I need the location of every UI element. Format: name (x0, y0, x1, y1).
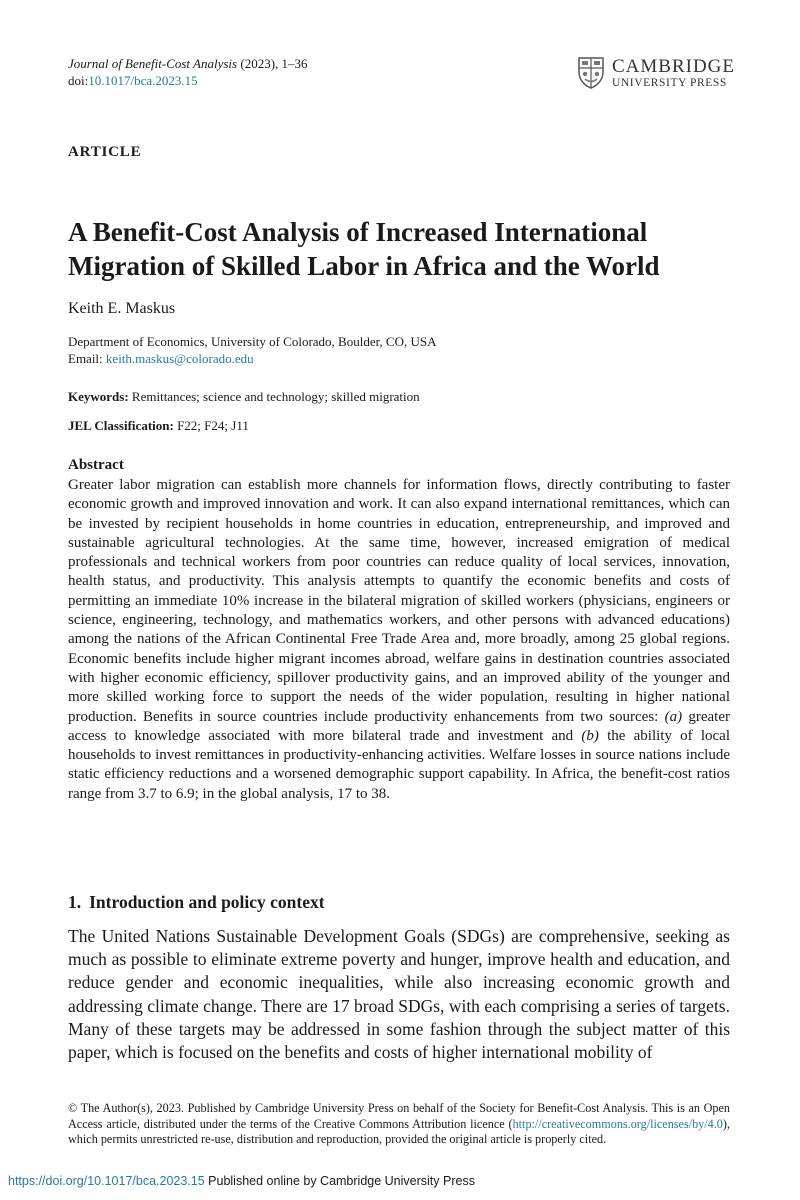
publisher-subname: UNIVERSITY PRESS (612, 76, 727, 89)
doi-link[interactable]: 10.1017/bca.2023.15 (88, 73, 198, 88)
jel-classification (68, 417, 249, 434)
section-title: Introduction and policy context (89, 892, 325, 912)
doi-prefix: doi: (68, 73, 89, 88)
section-number: 1. (68, 892, 82, 912)
journal-name: Journal of Benefit-Cost Analysis (68, 56, 238, 71)
journal-citation (68, 55, 308, 89)
affiliation-text: Department of Economics, University of Colorado, Boulder, CO, USA (68, 334, 437, 349)
publisher-logo (578, 55, 735, 91)
article-title: A Benefit-Cost Analysis of Increased International Migration of Skilled Labor in Africa and the World (68, 217, 660, 281)
abstract-heading: Abstract (68, 457, 124, 473)
author-name: Keith E. Maskus (68, 300, 176, 317)
page-footer (8, 1174, 475, 1188)
email-link[interactable]: keith.maskus@colorado.edu (105, 351, 254, 366)
jel-label: JEL Classification: (68, 418, 174, 433)
email-label: Email: (68, 351, 106, 366)
section-heading (68, 892, 333, 913)
license-link[interactable]: http://creativecommons.org/licenses/by/4.0 (512, 1116, 723, 1131)
footer-doi-link[interactable]: https://doi.org/10.1017/bca.2023.15 (8, 1174, 205, 1188)
license-notice: © The Author(s), 2023. Published by Cambridge University Press on behalf of the Society for Benefit-Cost Analysis. This is an Open Access article, distributed under the terms of the Creative Commons Attribution licence (http://creativecommons.org/licenses/by/4.0), which permits unrestricted re-use, distribution and reproduction, provided the original article is properly cited. (68, 1101, 730, 1147)
keywords-label: Keywords: (68, 389, 129, 404)
journal-year-pages: (2023), 1–36 (237, 56, 308, 71)
keywords-text: Remittances; science and technology; skilled migration (128, 389, 420, 404)
article-type-label: ARTICLE (68, 144, 142, 160)
cambridge-shield-icon (578, 57, 604, 89)
keywords (68, 388, 420, 405)
author-affiliation (68, 333, 436, 367)
footer-published-text: Published online by Cambridge University Press (204, 1174, 475, 1188)
abstract-text: Greater labor migration can establish more channels for information flows, directly contributing to faster economic growth and improved innovation and work. It can also expand international remittances, which can be invested by recipient households in home countries in education, entrepreneurship, and improved and sustainable agricultural technologies. At the same time, however, increased emigration of medical professionals and technical workers from poor countries can reduce quality of local services, innovation, health status, and productivity. This analysis attempts to quantify the economic benefits and costs of permitting an immediate 10% increase in the bilateral migration of skilled workers (physicians, engineers or science, engineering, technology, and mathematics workers, and other persons with advanced educations) among the nations of the African Continental Free Trade Area and, more broadly, among 25 global regions. Economic benefits include higher migrant incomes abroad, welfare gains in destination countries associated with higher economic efficiency, spillover productivity gains, and an improved ability of the younger and more skilled working force to support the needs of the wider population, resulting in higher national production. Benefits in source countries include productivity enhancements from two sources: (a) greater access to knowledge associated with more bilateral trade and investment and (b) the ability of local households to invest remittances in productivity-enhancing activities. Welfare losses in source nations include static efficiency reductions and a worsened demographic support capability. In Africa, the benefit-cost ratios range from 3.7 to 6.9; in the global analysis, 17 to 38. (68, 477, 730, 802)
publisher-name: CAMBRIDGE (612, 55, 736, 77)
section-body-text: The United Nations Sustainable Development Goals (SDGs) are comprehensive, seeking as much as possible to eliminate extreme poverty and hunger, improve health and education, and reduce gender and economic inequalities, while also increasing economic growth and addressing climate change. There are 17 broad SDGs, with each comprising a series of targets. Many of these targets may be addressed in some fashion through the subject matter of this paper, which is focused on the benefits and costs of higher international mobility of (68, 926, 730, 1063)
jel-text: F22; F24; J11 (173, 418, 249, 433)
